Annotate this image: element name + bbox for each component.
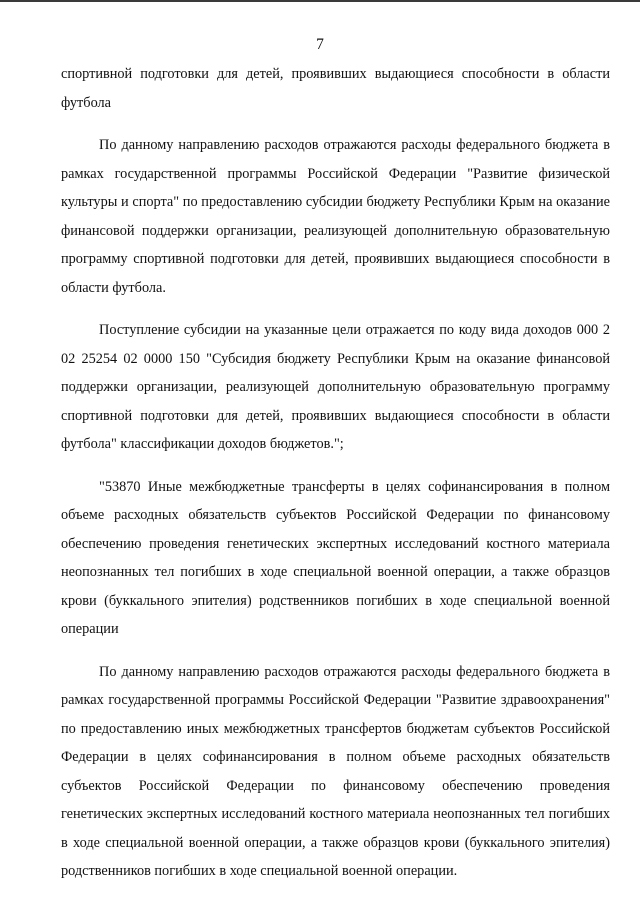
paragraph-code-53870: "53870 Иные межбюджетные трансферты в целях софинансирования в полном объеме расходных обязательств субъектов Российской Федерации по финансовому обеспечению проведения генетических экспертных исследований костного материала неопознанных тел погибших в ходе специальной военной операции, а также образцов крови (буккального эпителия) родственников погибших в ходе специальной военной операции <box>61 478 610 637</box>
top-scan-edge <box>0 0 640 2</box>
page-number: 7 <box>316 36 324 53</box>
paragraph-income-code: Поступление субсидии на указанные цели отражается по коду вида доходов 000 2 02 25254 02 0000 150 "Субсидия бюджету Республики Крым на оказание финансовой поддержки организации, реализующей дополнительную образовательную программу спортивной подготовки для детей, проявивших выдающиеся способности в области футбола" классификации доходов бюджетов."; <box>61 322 610 452</box>
document-body <box>61 60 610 900</box>
paragraph-expense-description-health: По данному направлению расходов отражаются расходы федерального бюджета в рамках государственной программы Российской Федерации "Развитие здравоохранения" по предоставлению иных межбюджетных трансфертов бюджетам субъектов Российской Федерации в целях софинансирования в полном объеме расходных обязательств субъектов Российской Федерации по финансовому обеспечению проведения генетических экспертных исследований костного материала неопознанных тел погибших в ходе специальной военной операции, а также образцов крови (буккального эпителия) родственников погибших в ходе специальной военной операции. <box>61 663 610 879</box>
paragraph-continuation: спортивной подготовки для детей, проявивших выдающиеся способности в области футбола <box>61 66 610 111</box>
paragraph-expense-description-football: По данному направлению расходов отражаются расходы федерального бюджета в рамках государственной программы Российской Федерации "Развитие физической культуры и спорта" по предоставлению субсидии бюджету Республики Крым на оказание финансовой поддержки организации, реализующей дополнительную образовательную программу спортивной подготовки для детей, проявивших выдающиеся способности в области футбола. <box>61 137 610 296</box>
